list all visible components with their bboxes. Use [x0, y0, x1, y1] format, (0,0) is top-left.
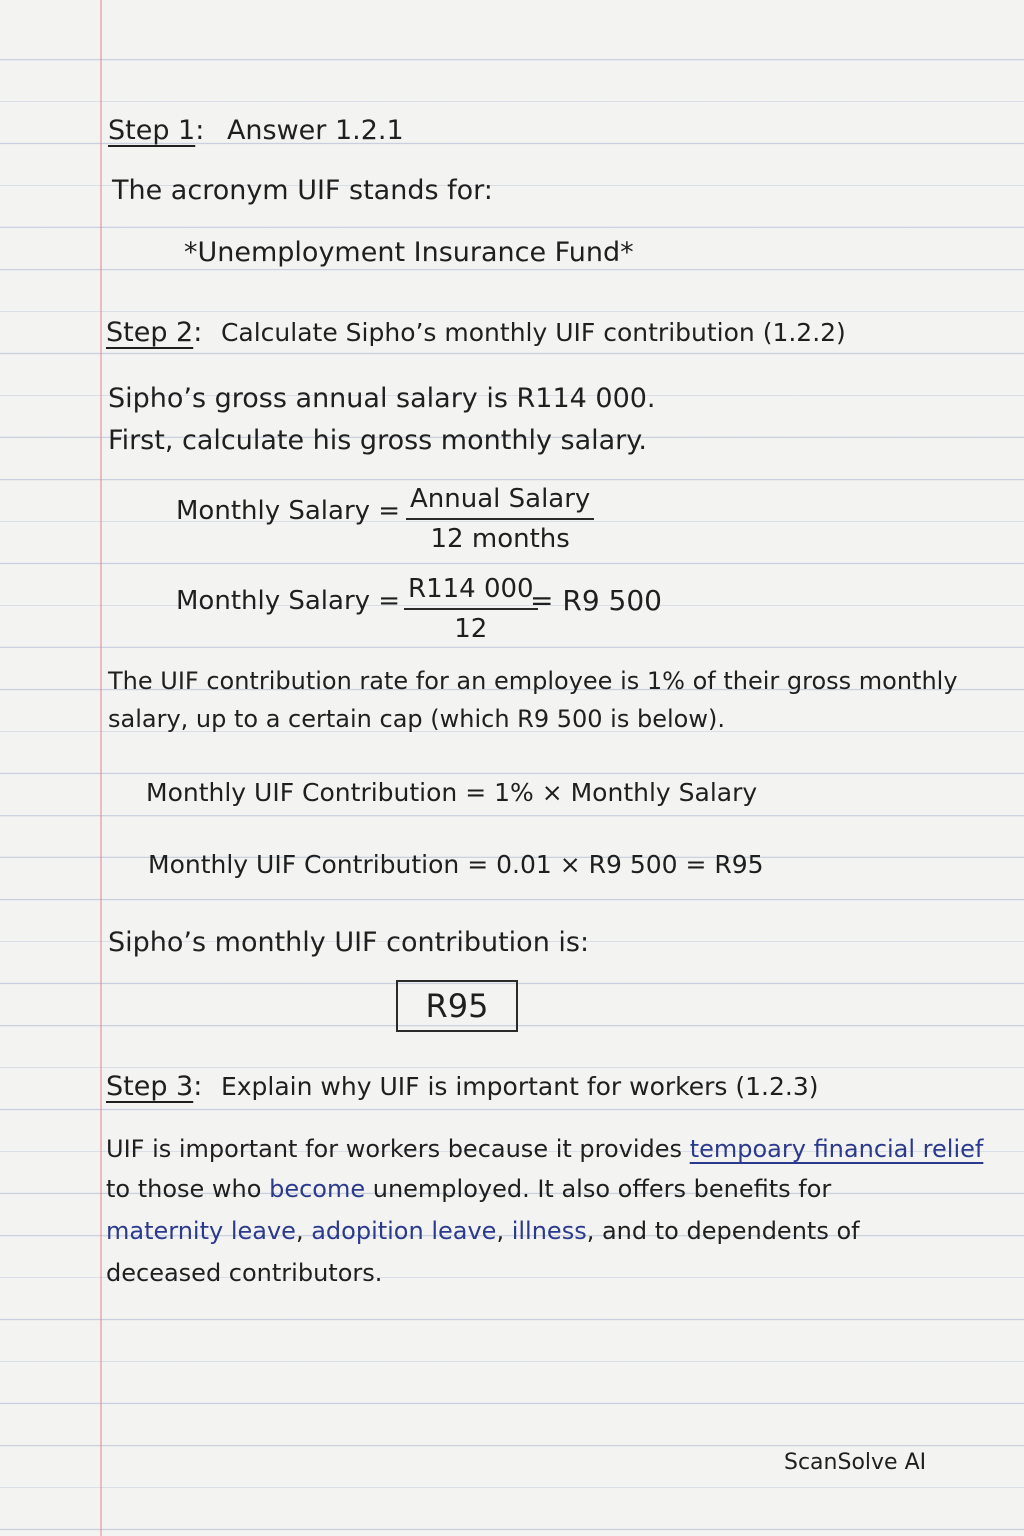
formula1-numerator: Annual Salary — [406, 484, 594, 520]
rate-line2: salary, up to a certain cap (which R9 500 is below). — [108, 705, 725, 733]
maternity-leave-phrase: maternity leave — [106, 1217, 296, 1245]
step2-line2: First, calculate his gross monthly salary. — [108, 425, 647, 456]
step2-title: Calculate Sipho’s monthly UIF contribution (1.2.2) — [220, 318, 846, 347]
formula1-lhs: Monthly Salary = — [176, 496, 401, 526]
step3-para-line4: deceased contributors. — [106, 1259, 383, 1287]
become-word: become — [269, 1175, 366, 1203]
step3-p2-text-a: to those who — [106, 1175, 270, 1203]
step2-heading — [106, 316, 846, 350]
step3-para-line3 — [106, 1214, 860, 1248]
result-value: R95 — [425, 987, 489, 1025]
step3-p3-text-f: , and to dependents of — [586, 1217, 860, 1245]
step3-p1-text: UIF is important for workers because it provides — [106, 1135, 690, 1163]
step3-p2-text-c: unemployed. It also offers benefits for — [365, 1175, 832, 1203]
formula2-numerator: R114 000 — [404, 574, 538, 610]
step1-title: Answer 1.2.1 — [226, 115, 404, 146]
step1-line1: The acronym UIF stands for: — [112, 175, 493, 206]
step2-label: Step 2 — [106, 317, 194, 348]
formula4: Monthly UIF Contribution = 0.01 × R9 500 = R95 — [148, 850, 764, 879]
result-line: Sipho’s monthly UIF contribution is: — [108, 927, 590, 958]
formula2-denominator: 12 — [454, 614, 488, 644]
step2-line1: Sipho’s gross annual salary is R114 000. — [108, 383, 656, 414]
scansolve-watermark: ScanSolve AI — [784, 1450, 927, 1475]
notebook-margin-line — [100, 0, 102, 1536]
step2-colon: : — [193, 317, 203, 348]
formula2-fraction — [404, 574, 538, 644]
step3-para-line1 — [106, 1132, 983, 1166]
result-box — [396, 980, 518, 1032]
formula1-fraction — [406, 484, 594, 554]
step1-answer: *Unemployment Insurance Fund* — [184, 237, 634, 268]
comma-2: , — [496, 1217, 512, 1245]
step3-colon: : — [193, 1071, 203, 1102]
formula2-rhs: = R9 500 — [530, 584, 662, 617]
step3-title: Explain why UIF is important for workers (1.2.3) — [220, 1072, 819, 1101]
step1-heading — [108, 114, 404, 148]
formula3: Monthly UIF Contribution = 1% × Monthly Salary — [146, 778, 758, 807]
formula1-denominator: 12 months — [430, 524, 570, 554]
financial-relief-phrase: tempoary financial relief — [689, 1135, 984, 1163]
step3-heading — [106, 1070, 819, 1104]
formula2-lhs: Monthly Salary = — [176, 586, 401, 616]
illness-word: illness — [511, 1217, 587, 1245]
step1-colon: : — [195, 115, 205, 146]
comma-1: , — [295, 1217, 312, 1245]
step1-label: Step 1 — [108, 115, 196, 146]
step3-para-line2 — [106, 1172, 831, 1206]
rate-line1: The UIF contribution rate for an employee is 1% of their gross monthly — [108, 667, 958, 695]
adoption-leave-phrase: adopition leave — [311, 1217, 497, 1245]
step3-label: Step 3 — [106, 1071, 194, 1102]
